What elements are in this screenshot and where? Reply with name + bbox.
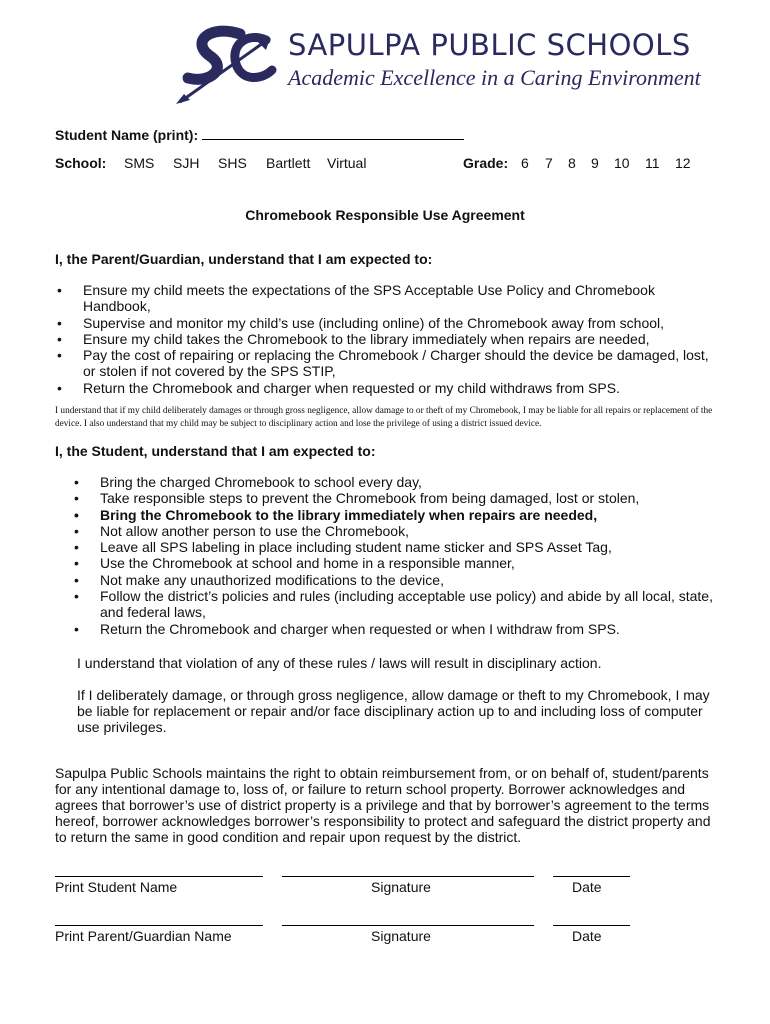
list-item: • Leave all SPS labeling in place including student name sticker and SPS Asset Tag,: [74, 539, 612, 556]
list-item: • Take responsible steps to prevent the Chromebook from being damaged, lost or stolen,: [74, 490, 640, 507]
list-item: • Return the Chromebook and charger when requested or my child withdraws from SPS.: [57, 379, 620, 396]
grade-option-9[interactable]: 9: [591, 155, 599, 171]
parent-fine-print: I understand that if my child deliberately damages or through gross negligence, allow damage to or theft of my Chromebook, I may be liable for all repairs or replacement of the device. I also understand that my child may be subject to disciplinary action and lose the privilege of using a district issued device.: [55, 406, 713, 429]
parent-date-label: Date: [572, 928, 602, 944]
list-item: • Bring the Chromebook to the library immediately when repairs are needed,: [74, 506, 598, 523]
list-item: • Return the Chromebook and charger when requested or when I withdraw from SPS.: [74, 620, 620, 637]
grade-option-7[interactable]: 7: [545, 155, 553, 171]
school-option-shs[interactable]: SHS: [218, 155, 247, 171]
school-tagline: Academic Excellence in a Caring Environment: [288, 65, 701, 90]
list-item: • Ensure my child takes the Chromebook to the library immediately when repairs are needed,: [57, 330, 650, 347]
parent-signature-label: Signature: [371, 928, 431, 944]
parent-section-heading: I, the Parent/Guardian, understand that I am expected to:: [55, 251, 433, 267]
student-signature-label: Signature: [371, 879, 431, 895]
list-item: • Ensure my child meets the expectations of the SPS Acceptable Use Policy and Chromebook Handbook,: [57, 282, 655, 315]
grade-option-12[interactable]: 12: [675, 155, 691, 171]
student-date-label: Date: [572, 879, 602, 895]
reimbursement-paragraph: Sapulpa Public Schools maintains the right to obtain reimbursement from, or on behalf of, student/parents for any intentional damage to, loss of, or failure to return school property. Borrower acknowledges and agrees that borrower’s use of district property is a privilege and that by borrower’s agreement to the terms hereof, borrower acknowledges borrower’s responsibility to protect and safeguard the district property and to return the same in good condition and repair upon request by the district.: [55, 765, 711, 845]
liability-statement: If I deliberately damage, or through gross negligence, allow damage or theft to my Chromebook, I may be liable for replacement or repair and/or face disciplinary action up to and including loss of computer use privileges.: [77, 687, 710, 735]
student-name-field[interactable]: [202, 125, 464, 140]
school-option-bartlett[interactable]: Bartlett: [266, 155, 311, 171]
sps-emblem-icon: [170, 24, 280, 108]
grade-option-10[interactable]: 10: [614, 155, 630, 171]
school-option-sjh[interactable]: SJH: [173, 155, 200, 171]
print-parent-name-label: Print Parent/Guardian Name: [55, 928, 232, 944]
violation-statement: I understand that violation of any of these rules / laws will result in disciplinary action.: [77, 655, 602, 671]
grade-option-6[interactable]: 6: [521, 155, 529, 171]
student-name-label: Student Name (print):: [55, 127, 199, 143]
list-item: • Not allow another person to use the Chromebook,: [74, 522, 409, 539]
list-item: • Bring the charged Chromebook to school every day,: [74, 474, 422, 490]
list-item: • Supervise and monitor my child’s use (including online) of the Chromebook away from school,: [57, 314, 665, 331]
school-option-sms[interactable]: SMS: [124, 155, 155, 171]
parent-expectations-list: [57, 282, 713, 396]
agreement-title: Chromebook Responsible Use Agreement: [245, 207, 525, 223]
parent-date-line[interactable]: [553, 925, 630, 926]
grade-option-11[interactable]: 11: [645, 155, 660, 171]
student-name-row: [55, 125, 464, 145]
list-item: • Not make any unauthorized modifications to the device,: [74, 571, 444, 588]
school-logo: [170, 24, 701, 108]
grade-option-8[interactable]: 8: [568, 155, 576, 171]
print-parent-name-line[interactable]: [55, 925, 263, 926]
school-label: School:: [55, 155, 107, 171]
student-signature-line[interactable]: [282, 876, 534, 877]
grade-label: Grade:: [463, 155, 509, 171]
list-item: • Use the Chromebook at school and home in a responsible manner,: [74, 555, 515, 572]
print-student-name-label: Print Student Name: [55, 879, 178, 895]
list-item: • Pay the cost of repairing or replacing the Chromebook / Charger should the device be damaged, lost, or stolen if not covered by the SPS STIP,: [57, 347, 709, 380]
school-name: SAPULPA PUBLIC SCHOOLS: [288, 28, 691, 62]
list-item: • Follow the district’s policies and rules (including acceptable use policy) and abide by all local, state, and federal laws,: [74, 588, 713, 621]
student-date-line[interactable]: [553, 876, 630, 877]
print-student-name-line[interactable]: [55, 876, 263, 877]
student-section-heading: I, the Student, understand that I am expected to:: [55, 443, 376, 459]
student-expectations-list: [74, 474, 720, 637]
school-option-virtual[interactable]: Virtual: [327, 155, 367, 171]
parent-signature-line[interactable]: [282, 925, 534, 926]
